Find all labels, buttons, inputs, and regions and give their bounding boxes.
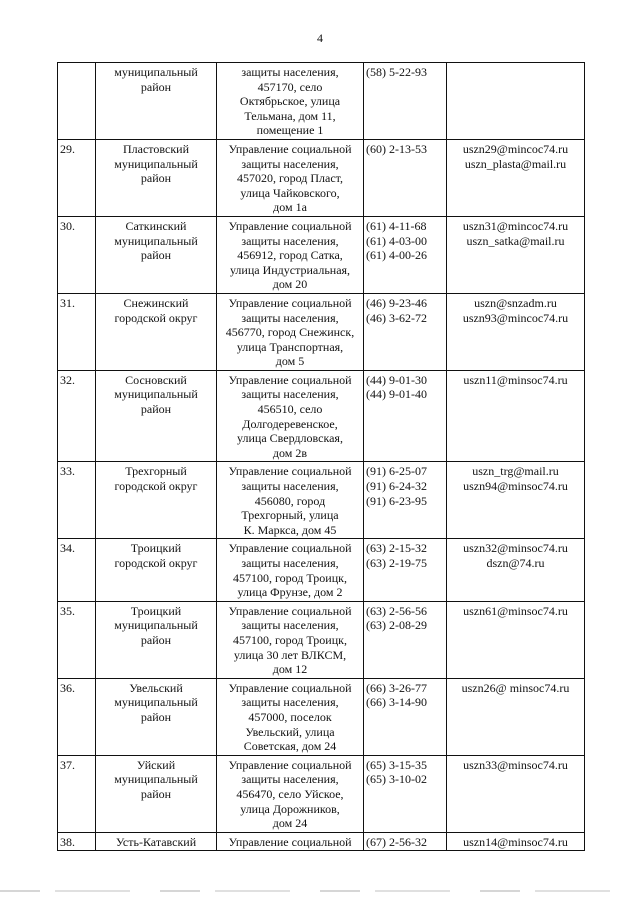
phone-cell: [364, 678, 447, 755]
address-line: защиты населения,: [241, 479, 339, 494]
municipality-line: район: [140, 786, 172, 801]
municipality-line: Троицкий: [130, 541, 182, 556]
municipality-line: муниципальный: [114, 65, 198, 79]
email-line: uszn33@minsoc74.ru: [463, 757, 568, 772]
address-line: Управление социальной: [228, 757, 352, 772]
address-line: улица Индустриальная,: [229, 262, 351, 277]
address-line: Советская, дом 24: [243, 739, 337, 754]
phone-cell: [364, 755, 447, 832]
municipality-line: Пластовский: [123, 141, 189, 156]
table-row: [58, 216, 585, 293]
row-number-cell: 29.: [58, 139, 96, 216]
phone-line: (63) 2-08-29: [366, 618, 427, 633]
address-line: защиты населения,: [241, 387, 339, 402]
municipality-cell: [96, 462, 217, 539]
email-cell: [447, 63, 585, 140]
municipality-cell: [96, 832, 217, 851]
email-line: uszn61@minsoc74.ru: [463, 603, 568, 618]
municipality-line: район: [140, 79, 172, 94]
municipality-line: Увельский: [129, 680, 183, 695]
row-number-cell: 36.: [58, 678, 96, 755]
municipality-line: муниципальный: [114, 618, 198, 633]
email-line: uszn@snzadm.ru: [474, 295, 557, 310]
phone-line: (67) 2-56-32: [366, 834, 427, 849]
municipality-cell: [96, 139, 217, 216]
municipality-line: Саткинский: [125, 218, 187, 233]
municipality-line: Уйский: [136, 757, 176, 772]
table-row: [58, 678, 585, 755]
address-line: Управление социальной: [228, 464, 352, 479]
municipality-line: район: [140, 248, 172, 263]
phone-line: (61) 4-03-00: [366, 233, 427, 248]
municipality-line: муниципальный: [114, 233, 198, 248]
email-cell: [447, 539, 585, 601]
address-line: улица Дорожников,: [240, 801, 340, 816]
phone-cell: [364, 601, 447, 678]
address-cell: [217, 755, 364, 832]
municipality-line: городской округ: [114, 310, 198, 325]
municipality-line: Трехгорный: [125, 464, 187, 479]
table-row: [58, 139, 585, 216]
phone-line: (60) 2-13-53: [366, 141, 427, 156]
phone-line: (63) 2-56-56: [366, 603, 427, 618]
address-cell: [217, 139, 364, 216]
address-line: защиты населения,: [241, 618, 339, 633]
address-line: Управление социальной: [228, 680, 352, 695]
table-row: [58, 63, 585, 140]
address-cell: [217, 63, 364, 140]
address-line: 456510, село: [257, 402, 323, 417]
table-row: [58, 755, 585, 832]
municipality-cell: [96, 216, 217, 293]
phone-cell: [364, 216, 447, 293]
row-number-cell: 34.: [58, 539, 96, 601]
phone-line: (65) 3-15-35: [366, 757, 427, 772]
row-number-cell: 35.: [58, 601, 96, 678]
municipality-cell: [96, 293, 217, 370]
email-line: uszn_trg@mail.ru: [472, 464, 559, 479]
address-line: Управление социальной: [228, 834, 352, 849]
phone-cell: [364, 539, 447, 601]
phone-line: (46) 9-23-46: [366, 295, 427, 310]
municipality-line: район: [140, 709, 172, 724]
address-line: улица Транспортная,: [236, 339, 344, 354]
phone-line: (91) 6-25-07: [366, 464, 427, 479]
phone-line: (63) 2-15-32: [366, 541, 427, 556]
email-line: uszn93@mincoc74.ru: [462, 310, 569, 325]
address-line: К. Маркса, дом 45: [243, 522, 337, 537]
municipality-cell: [96, 678, 217, 755]
table-row: [58, 539, 585, 601]
row-number-cell: 37.: [58, 755, 96, 832]
phone-line: (66) 3-26-77: [366, 680, 427, 695]
municipality-cell: [96, 539, 217, 601]
address-line: защиты населения,: [241, 695, 339, 710]
address-line: 457100, город Троицк,: [233, 632, 347, 647]
address-line: 456470, село Уйское,: [236, 786, 344, 801]
phone-line: (91) 6-24-32: [366, 479, 427, 494]
address-line: защиты населения,: [241, 65, 339, 79]
address-line: помещение 1: [256, 123, 324, 138]
email-line: uszn_satka@mail.ru: [466, 233, 565, 248]
phone-cell: [364, 293, 447, 370]
municipality-line: Троицкий: [130, 603, 182, 618]
municipality-line: район: [140, 402, 172, 417]
address-line: Долгодеревенское,: [242, 416, 338, 431]
municipality-line: муниципальный: [114, 156, 198, 171]
phone-line: (65) 3-10-02: [366, 772, 427, 787]
address-line: Управление социальной: [228, 603, 352, 618]
address-line: 457100, город Троицк,: [233, 570, 347, 585]
row-number-cell: 32.: [58, 370, 96, 462]
address-line: 457000, поселок: [248, 709, 332, 724]
municipality-line: Усть-Катавский: [115, 834, 197, 849]
phone-cell: [364, 370, 447, 462]
address-line: Увельский, улица: [245, 724, 335, 739]
phone-line: (66) 3-14-90: [366, 695, 427, 710]
row-number-cell: 31.: [58, 293, 96, 370]
phone-line: (91) 6-23-95: [366, 493, 427, 508]
municipality-cell: [96, 601, 217, 678]
phone-line: (44) 9-01-40: [366, 387, 427, 402]
email-line: uszn94@minsoc74.ru: [463, 479, 568, 494]
address-line: Управление социальной: [228, 141, 352, 156]
phone-line: (63) 2-19-75: [366, 556, 427, 570]
email-line: uszn14@minsoc74.ru: [463, 834, 568, 849]
municipality-line: район: [140, 632, 172, 647]
address-line: защиты населения,: [241, 556, 339, 570]
address-line: 456770, город Снежинск,: [225, 325, 355, 340]
address-line: дом 5: [275, 354, 305, 369]
municipality-cell: [96, 370, 217, 462]
municipality-line: городской округ: [114, 556, 198, 570]
address-line: Управление социальной: [228, 541, 352, 556]
email-line: uszn11@minsoc74.ru: [463, 372, 568, 387]
table-body: [58, 63, 585, 851]
address-line: Октябрьское, улица: [239, 94, 341, 109]
email-cell: [447, 216, 585, 293]
email-cell: [447, 139, 585, 216]
phone-line: (44) 9-01-30: [366, 372, 427, 387]
phone-cell: [364, 832, 447, 851]
email-cell: [447, 293, 585, 370]
phone-cell: [364, 63, 447, 140]
address-line: 456080, город: [254, 493, 326, 508]
email-cell: [447, 462, 585, 539]
row-number-cell: [58, 63, 96, 140]
address-line: 457020, город Пласт,: [236, 171, 344, 186]
municipality-line: муниципальный: [114, 387, 198, 402]
phone-line: (46) 3-62-72: [366, 310, 427, 325]
phone-line: (58) 5-22-93: [366, 65, 427, 79]
table-row: [58, 462, 585, 539]
address-cell: [217, 832, 364, 851]
address-line: дом 2в: [272, 445, 308, 460]
row-number-cell: 33.: [58, 462, 96, 539]
email-line: uszn32@minsoc74.ru: [463, 541, 568, 556]
email-cell: [447, 832, 585, 851]
email-line: uszn31@mincoc74.ru: [462, 218, 569, 233]
address-cell: [217, 216, 364, 293]
email-line: uszn_plasta@mail.ru: [464, 156, 567, 171]
phone-cell: [364, 462, 447, 539]
address-line: улица Свердловская,: [237, 431, 343, 446]
email-cell: [447, 755, 585, 832]
municipality-line: Снежинский: [123, 295, 189, 310]
address-cell: [217, 370, 364, 462]
municipality-line: муниципальный: [114, 695, 198, 710]
address-line: Управление социальной: [228, 372, 352, 387]
address-line: защиты населения,: [241, 310, 339, 325]
address-line: Управление социальной: [228, 218, 352, 233]
address-line: дом 24: [272, 816, 308, 831]
municipality-line: городской округ: [114, 479, 198, 494]
municipality-line: муниципальный: [114, 772, 198, 787]
table-row: [58, 293, 585, 370]
email-cell: [447, 370, 585, 462]
table-row: [58, 832, 585, 851]
social-protection-table: [57, 62, 585, 851]
email-cell: [447, 678, 585, 755]
address-cell: [217, 601, 364, 678]
table-row: [58, 601, 585, 678]
table-row: [58, 370, 585, 462]
address-cell: [217, 462, 364, 539]
row-number-cell: 38.: [58, 832, 96, 851]
address-line: защиты населения,: [241, 772, 339, 787]
address-line: дом 12: [272, 662, 308, 677]
address-cell: [217, 293, 364, 370]
address-line: Трехгорный, улица: [241, 508, 339, 523]
address-line: Управление социальной: [228, 295, 352, 310]
phone-line: (61) 4-00-26: [366, 248, 427, 263]
address-line: дом 20: [272, 277, 308, 292]
address-cell: [217, 678, 364, 755]
address-line: 456912, город Сатка,: [237, 248, 343, 263]
scan-artifact-line: [0, 890, 640, 892]
municipality-line: Сосновский: [125, 372, 187, 387]
address-line: 457170, село: [257, 79, 323, 94]
email-line: uszn26@ minsoc74.ru: [461, 680, 570, 695]
phone-cell: [364, 139, 447, 216]
email-line: dszn@74.ru: [486, 556, 545, 570]
page-number: 4: [317, 31, 323, 45]
municipality-cell: [96, 755, 217, 832]
phone-line: (61) 4-11-68: [366, 218, 427, 233]
email-cell: [447, 601, 585, 678]
municipality-line: район: [140, 171, 172, 186]
address-line: защиты населения,: [241, 156, 339, 171]
address-line: дом 1а: [273, 200, 307, 215]
row-number-cell: 30.: [58, 216, 96, 293]
address-line: Тельмана, дом 11,: [244, 108, 336, 123]
municipality-cell: [96, 63, 217, 140]
email-line: uszn29@mincoc74.ru: [462, 141, 569, 156]
address-cell: [217, 539, 364, 601]
address-line: улица 30 лет ВЛКСМ,: [233, 647, 347, 662]
address-line: улица Фрунзе, дом 2: [237, 585, 343, 600]
address-line: защиты населения,: [241, 233, 339, 248]
address-line: улица Чайковского,: [240, 185, 340, 200]
